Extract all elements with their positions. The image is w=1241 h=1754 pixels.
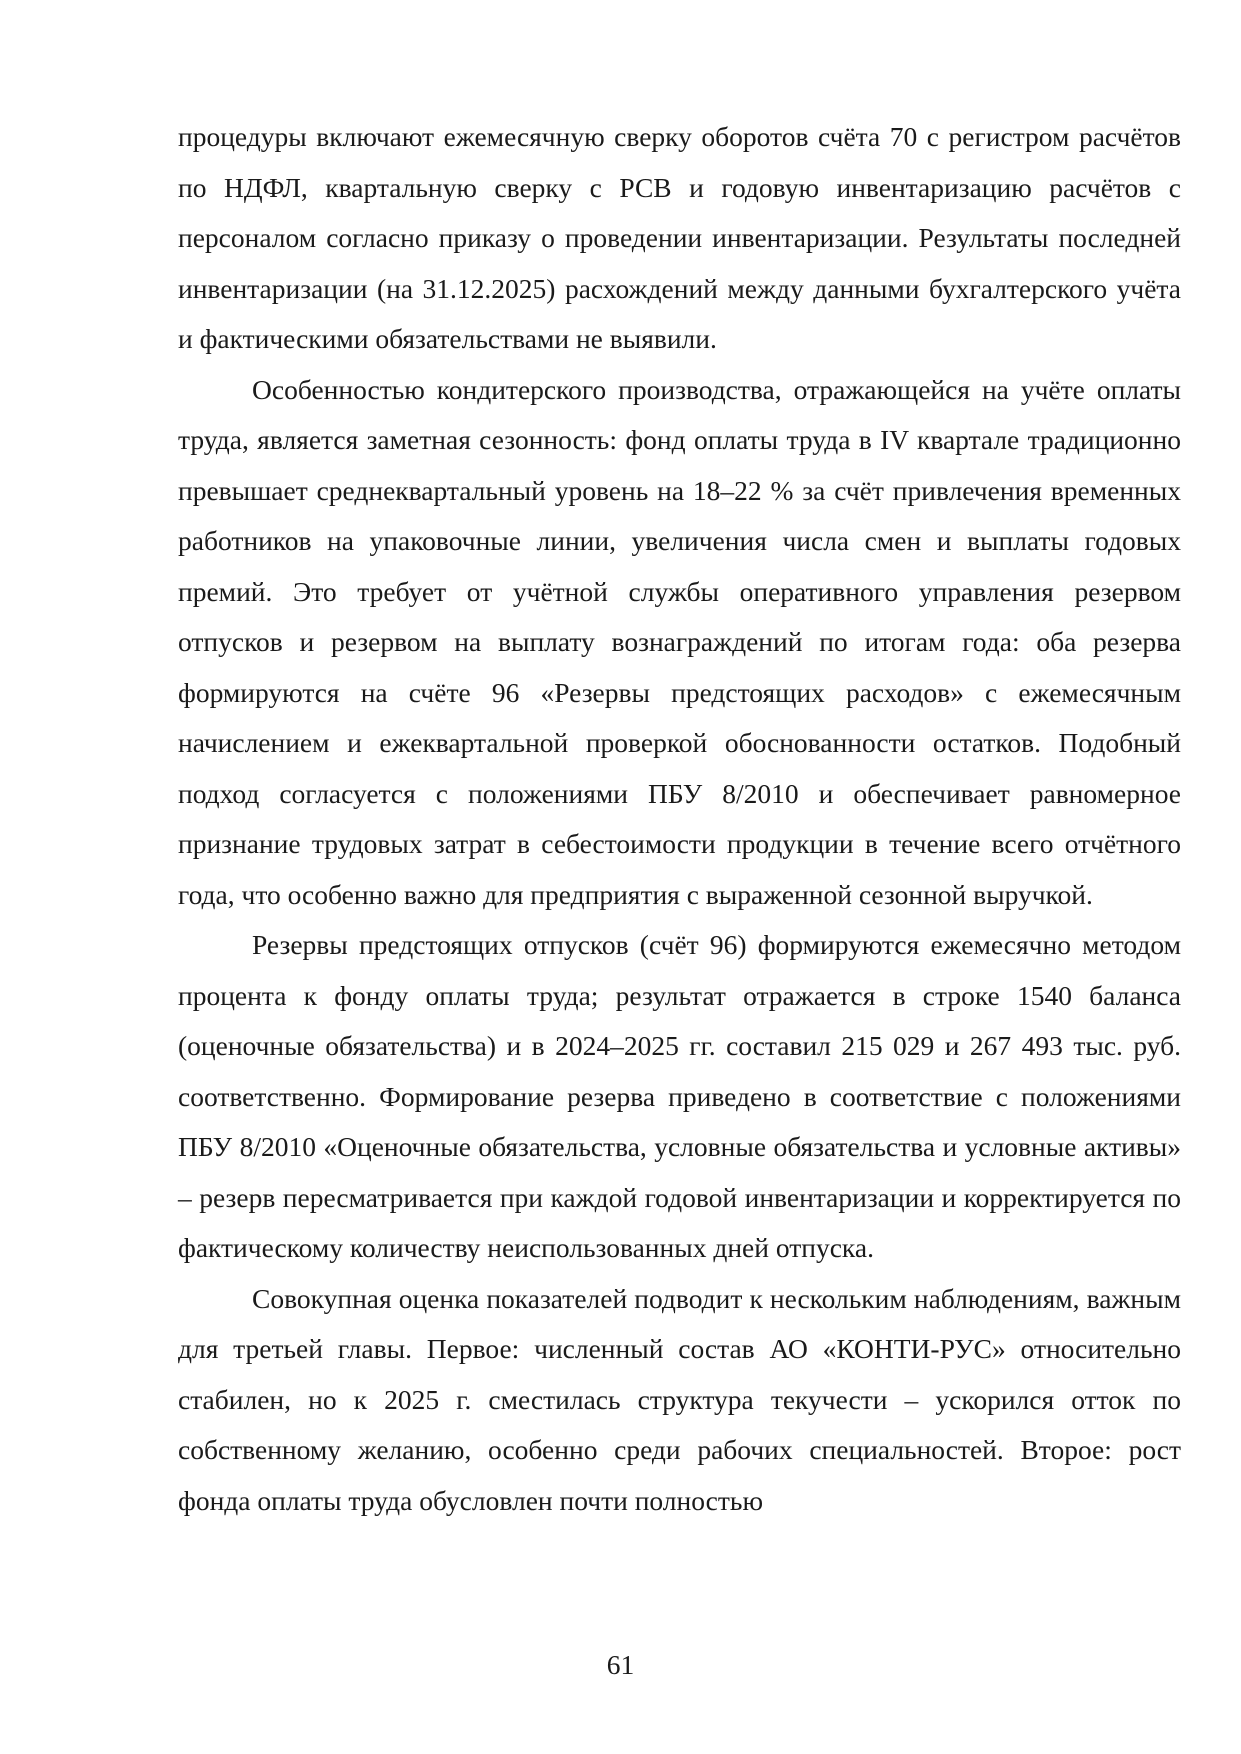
paragraph-continuation: процедуры включают ежемесячную сверку оборотов счёта 70 с регистром расчётов по НДФЛ, квартальную сверку с РСВ и годовую инвентаризацию расчётов с персоналом согласно приказу о проведении инвентаризации. Результаты последней инвентаризации (на 31.12.2025) расхождений между данными бухгалтерского учёта и фактическими обязательствами не выявили. — [178, 121, 1181, 354]
page-body — [178, 112, 1181, 1526]
paragraph-vacation-reserve: Резервы предстоящих отпусков (счёт 96) формируются ежемесячно методом процента к фонду оплаты труда; результат отражается в строке 1540 баланса (оценочные обязательства) и в 2024–2025 гг. составил 215 029 и 267 493 тыс. руб. соответственно. Формирование резерва приведено в соответствие с положениями ПБУ 8/2010 «Оценочные обязательства, условные обязательства и условные активы» – резерв пересматривается при каждой годовой инвентаризации и корректируется по фактическому количеству неиспользованных дней отпуска. — [178, 929, 1181, 1263]
paragraph-seasonality: Особенностью кондитерского производства, отражающейся на учёте оплаты труда, является заметная сезонность: фонд оплаты труда в IV квартале традиционно превышает среднеквартальный уровень на 18–22 % за счёт привлечения временных работников на упаковочные линии, увеличения числа смен и выплаты годовых премий. Это требует от учётной службы оперативного управления резервом отпусков и резервом на выплату вознаграждений по итогам года: оба резерва формируются на счёте 96 «Резервы предстоящих расходов» с ежемесячным начислением и ежеквартальной проверкой обоснованности остатков. Подобный подход согласуется с положениями ПБУ 8/2010 и обеспечивает равномерное признание трудовых затрат в себестоимости продукции в течение всего отчётного года, что особенно важно для предприятия с выраженной сезонной выручкой. — [178, 373, 1181, 910]
paragraph-summary: Совокупная оценка показателей подводит к нескольким наблюдениям, важным для третьей главы. Первое: численный состав АО «КОНТИ-РУС» относительно стабилен, но к 2025 г. сместилась структура текучести – ускорился отток по собственному желанию, особенно среди рабочих специальностей. Второе: рост фонда оплаты труда обусловлен почти полностью — [178, 1282, 1181, 1516]
page-number: 61 — [606, 1649, 635, 1680]
